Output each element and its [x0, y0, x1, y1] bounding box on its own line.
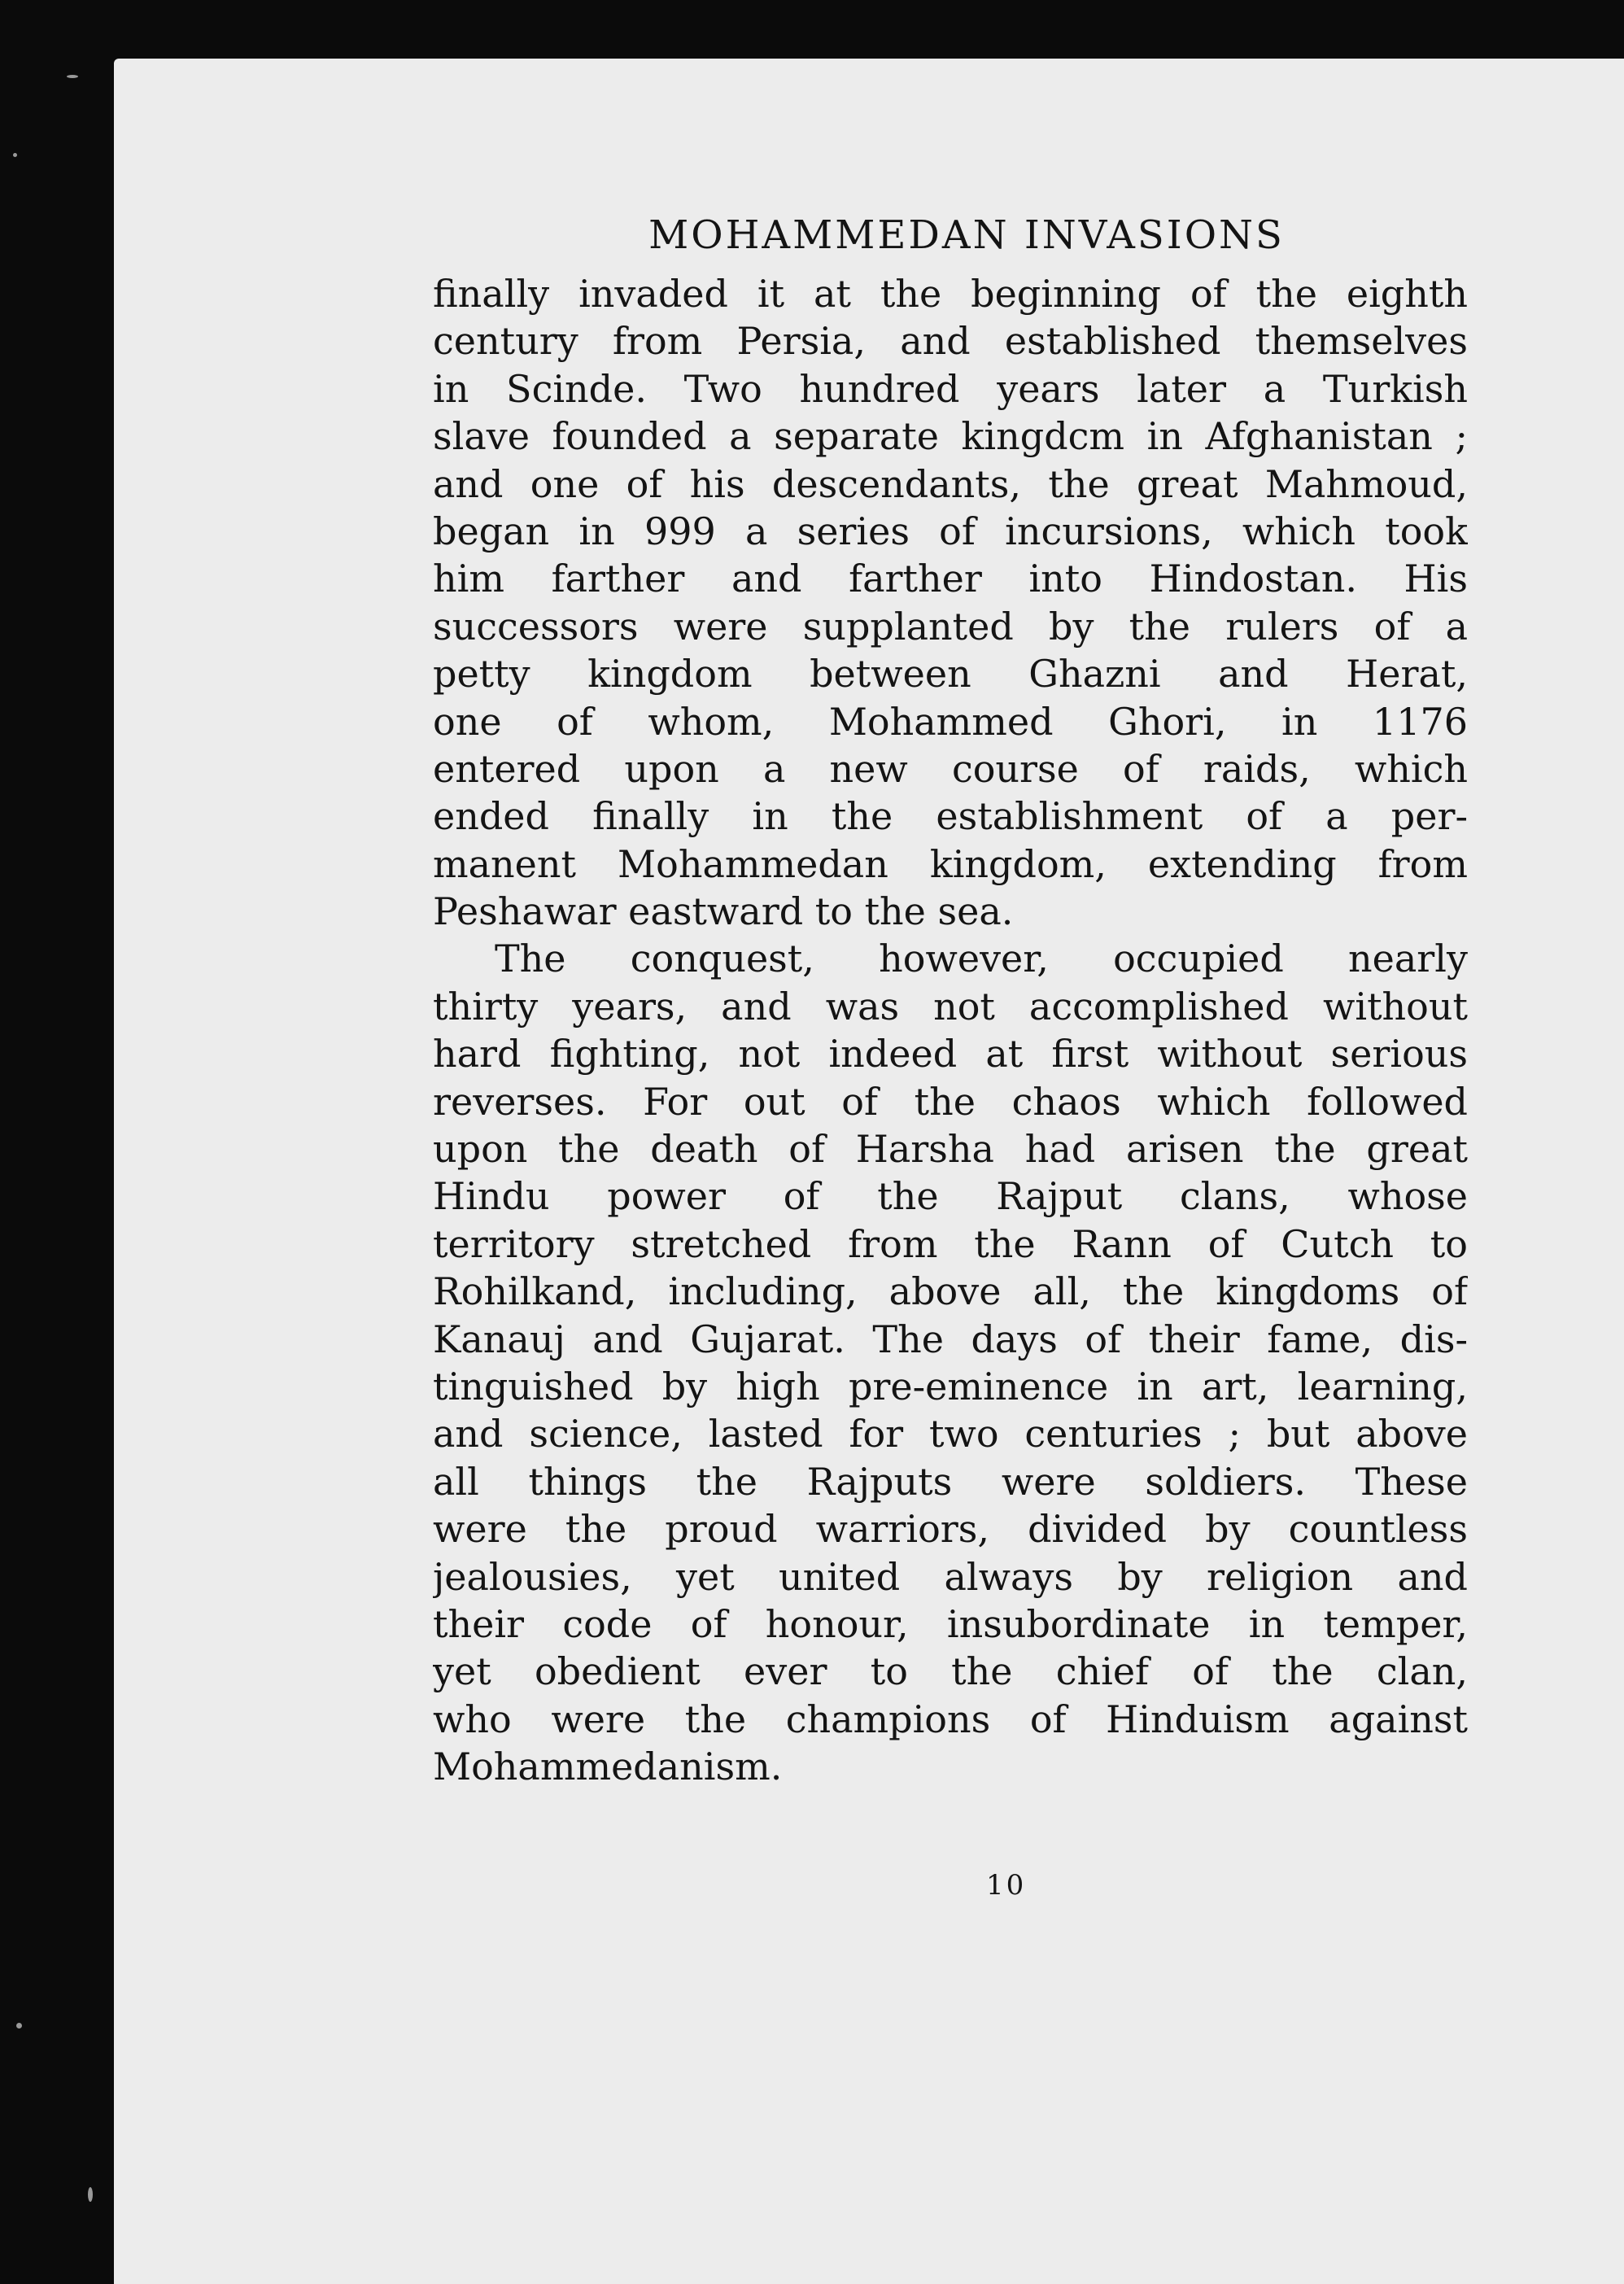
text-line: manent Mohammedan kingdom, extending from [433, 841, 1468, 886]
text-line: century from Persia, and established themselves [433, 319, 1468, 364]
text-line: Peshawar eastward to the sea. [433, 889, 1014, 934]
text-line: who were the champions of Hinduism against [433, 1697, 1468, 1741]
text-line: in Scinde. Two hundred years later a Turkish [433, 366, 1468, 411]
text-line: Rohilkand, including, above all, the kingdoms of [433, 1269, 1468, 1314]
paragraph [433, 935, 1468, 1790]
text-line: and science, lasted for two centuries ; but above [433, 1412, 1468, 1456]
text-block [433, 207, 1468, 1791]
text-line: thirty years, and was not accomplished without [433, 984, 1468, 1028]
page-number: 10 [986, 1869, 1027, 1902]
text-line: all things the Rajputs were soldiers. These [433, 1459, 1468, 1504]
dust-speck [16, 2023, 22, 2029]
text-line: hard fighting, not indeed at first without serious [433, 1032, 1468, 1076]
text-line: jealousies, yet united always by religion and [433, 1554, 1468, 1599]
text-line: reverses. For out of the chaos which followed [433, 1079, 1468, 1124]
text-line: The conquest, however, occupied nearly [495, 937, 1468, 981]
text-line: territory stretched from the Rann of Cutch to [433, 1221, 1468, 1266]
dust-speck [88, 2187, 93, 2202]
text-line: their code of honour, insubordinate in temper, [433, 1601, 1468, 1646]
text-line: began in 999 a series of incursions, which took [433, 509, 1468, 553]
text-line: finally invaded it at the beginning of the eighth [433, 272, 1468, 316]
text-line: ended finally in the establishment of a per- [433, 794, 1468, 839]
text-line: yet obedient ever to the chief of the clan, [433, 1649, 1468, 1694]
text-line: petty kingdom between Ghazni and Herat, [433, 652, 1468, 697]
text-line: successors were supplanted by the rulers of a [433, 604, 1468, 649]
text-line: one of whom, Mohammed Ghori, in 1176 [433, 699, 1468, 744]
text-line: tinguished by high pre-eminence in art, learning, [433, 1364, 1468, 1408]
text-line: Hindu power of the Rajput clans, whose [433, 1174, 1468, 1219]
dust-speck [13, 153, 17, 157]
text-line: and one of his descendants, the great Mahmoud, [433, 461, 1468, 506]
text-line: slave founded a separate kingdcm in Afghanistan ; [433, 414, 1468, 459]
text-line: him farther and farther into Hindostan. His [433, 557, 1468, 601]
dust-speck [67, 75, 78, 78]
text-line: upon the death of Harsha had arisen the great [433, 1127, 1468, 1172]
running-head: MOHAMMEDAN INVASIONS [648, 212, 1285, 258]
body-text [433, 270, 1468, 1791]
text-line: entered upon a new course of raids, which [433, 746, 1468, 791]
text-line: Kanauj and Gujarat. The days of their fame, dis- [433, 1317, 1468, 1361]
paragraph [433, 270, 1468, 935]
text-line: Mohammedanism. [433, 1745, 783, 1789]
text-line: were the proud warriors, divided by countless [433, 1507, 1468, 1552]
